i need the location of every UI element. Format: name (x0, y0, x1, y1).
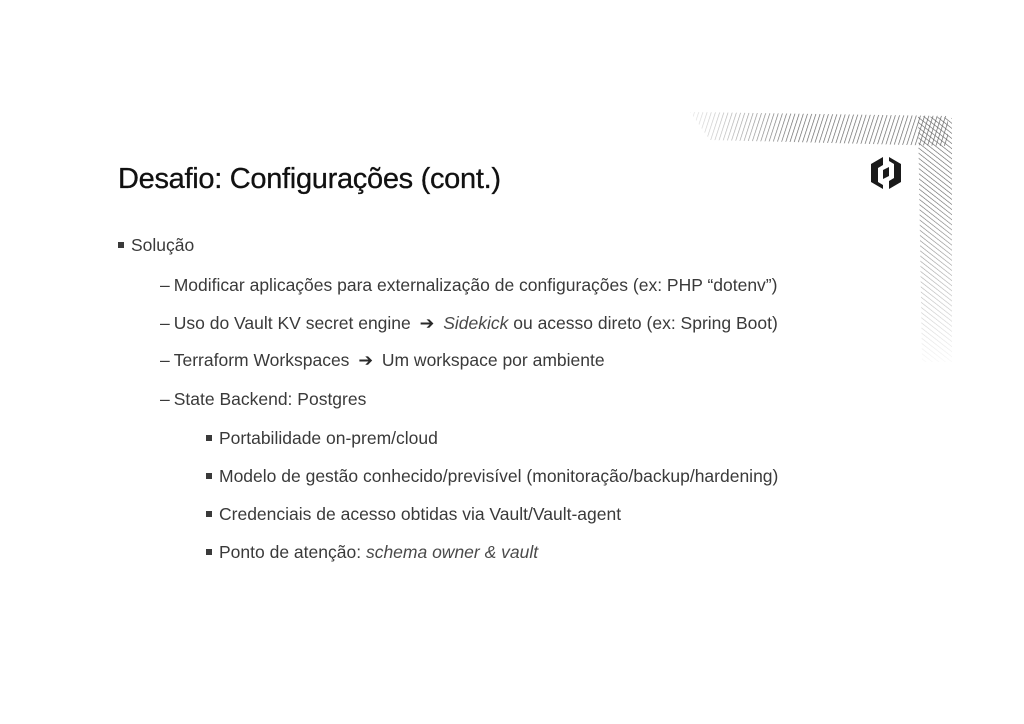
bullet-text: Credenciais de acesso obtidas via Vault/Vault-agent (219, 504, 622, 524)
bullet-item-2 (160, 312, 778, 334)
dash-marker: – (160, 313, 170, 333)
bullet-item-3 (160, 349, 605, 371)
slide-title: Desafio: Configurações (cont.) (118, 163, 501, 195)
bullet-text: Uso do Vault KV secret engine (173, 313, 411, 333)
bullet-text: Um workspace por ambiente (381, 350, 605, 370)
sub-bullet-4 (206, 541, 538, 563)
dash-marker: – (160, 350, 170, 370)
bullet-item-1 (160, 274, 777, 296)
bullet-emphasis: schema owner & vault (365, 542, 539, 562)
bullet-text: Modelo de gestão conhecido/previsível (monitoração/backup/hardening) (219, 466, 779, 486)
bullet-text: ou acesso direto (ex: Spring Boot) (513, 313, 778, 333)
bullet-text: Portabilidade on-prem/cloud (219, 428, 438, 448)
bullet-text: Ponto de atenção: (219, 542, 362, 562)
sub-bullet-1 (206, 427, 438, 449)
hashicorp-logo-icon (869, 155, 903, 191)
square-bullet-icon (206, 511, 212, 517)
bullet-text: State Backend: Postgres (173, 389, 367, 409)
bullet-emphasis: Sidekick (443, 313, 509, 333)
square-bullet-icon (206, 473, 212, 479)
bullet-solucao (118, 234, 194, 256)
arrow-right-icon: ➔ (419, 313, 435, 333)
bullet-text: Modificar aplicações para externalização de configurações (ex: PHP “dotenv”) (173, 275, 778, 295)
bullet-item-4 (160, 388, 366, 410)
dash-marker: – (160, 275, 170, 295)
bullet-text: Solução (131, 235, 195, 255)
dash-marker: – (160, 389, 170, 409)
square-bullet-icon (206, 435, 212, 441)
square-bullet-icon (206, 549, 212, 555)
arrow-right-icon: ➔ (358, 350, 373, 370)
sub-bullet-3 (206, 503, 621, 525)
bullet-text: Terraform Workspaces (173, 350, 350, 370)
sub-bullet-2 (206, 465, 778, 487)
square-bullet-icon (118, 242, 124, 248)
